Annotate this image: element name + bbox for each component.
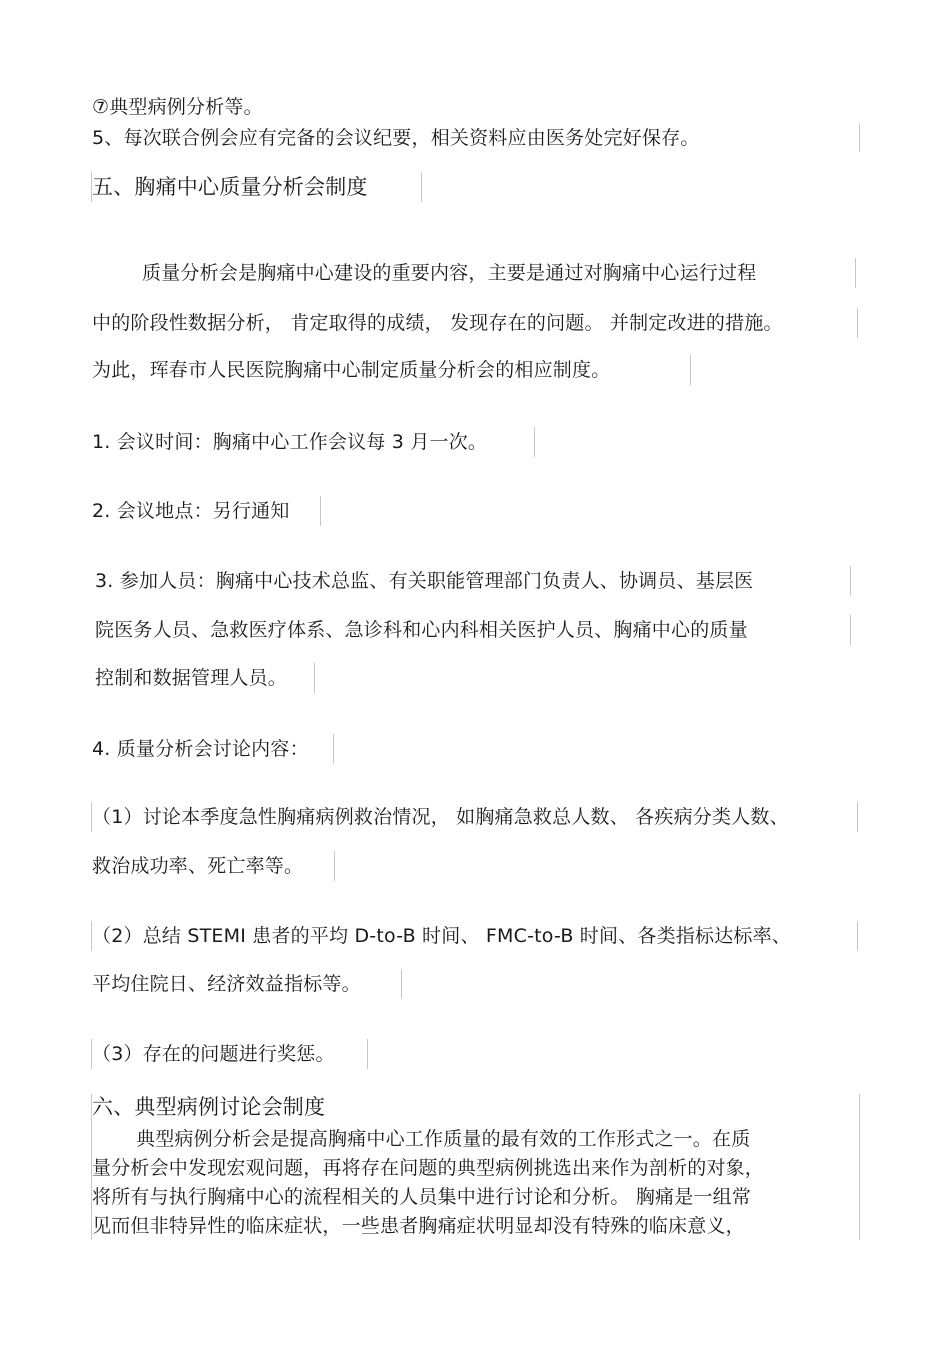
cell-border <box>333 734 334 764</box>
discussion-content-item: 4. 质量分析会讨论内容： <box>92 738 309 760</box>
paragraph-line: 见而但非特异性的临床症状，一些患者胸痛症状明显却没有特殊的临床意义， <box>92 1215 745 1237</box>
cell-border <box>367 1039 368 1069</box>
section-heading-5: 五、胸痛中心质量分析会制度 <box>92 175 368 199</box>
cell-border <box>859 1094 860 1240</box>
cell-border <box>91 1094 92 1240</box>
cell-border <box>857 308 858 338</box>
discussion-sub-item-1: （1）讨论本季度急性胸痛病例救治情况， 如胸痛急救总人数、 各疾病分类人数、 <box>92 806 789 828</box>
cell-border <box>850 615 851 645</box>
cell-border <box>857 802 858 832</box>
paragraph-line: 质量分析会是胸痛中心建设的重要内容，主要是通过对胸痛中心运行过程 <box>142 262 757 284</box>
meeting-time-item: 1. 会议时间：胸痛中心工作会议每 3 月一次。 <box>92 431 488 453</box>
cell-border <box>314 663 315 693</box>
cell-border <box>334 851 335 881</box>
participants-item-cont: 控制和数据管理人员。 <box>95 667 288 689</box>
cell-border <box>91 921 92 951</box>
cell-border <box>401 969 402 999</box>
cell-border <box>859 124 860 152</box>
paragraph-line: 为此，珲春市人民医院胸痛中心制定质量分析会的相应制度。 <box>92 359 611 381</box>
cell-border <box>320 496 321 526</box>
list-item-typical-case: ⑦典型病例分析等。 <box>92 96 263 118</box>
cell-border <box>857 921 858 951</box>
discussion-sub-item-3: （3）存在的问题进行奖惩。 <box>92 1043 335 1065</box>
participants-item: 3. 参加人员：胸痛中心技术总监、有关职能管理部门负责人、协调员、基层医 <box>95 570 754 592</box>
discussion-sub-item-1-cont: 救治成功率、死亡率等。 <box>92 855 304 877</box>
section-heading-6: 六、典型病例讨论会制度 <box>92 1095 326 1119</box>
discussion-sub-item-2-cont: 平均住院日、经济效益指标等。 <box>92 973 361 995</box>
participants-item-cont: 院医务人员、急救医疗体系、急诊科和心内科相关医护人员、胸痛中心的质量 <box>95 619 748 641</box>
paragraph-line: 中的阶段性数据分析， 肯定取得的成绩， 发现存在的问题。 并制定改进的措施。 <box>92 312 783 334</box>
paragraph-line: 典型病例分析会是提高胸痛中心工作质量的最有效的工作形式之一。在质 <box>136 1128 751 1150</box>
cell-border <box>850 566 851 596</box>
cell-border <box>421 172 422 202</box>
cell-border <box>91 802 92 832</box>
paragraph-line: 将所有与执行胸痛中心的流程相关的人员集中进行讨论和分析。 胸痛是一组常 <box>92 1186 752 1208</box>
cell-border <box>91 172 92 202</box>
cell-border <box>91 1039 92 1069</box>
rule-item-5-minutes: 5、每次联合例会应有完备的会议纪要，相关资料应由医务处完好保存。 <box>92 127 700 149</box>
discussion-sub-item-2: （2）总结 STEMI 患者的平均 D-to-B 时间、 FMC-to-B 时间、各类指标达标率、 <box>92 925 792 947</box>
cell-border <box>690 355 691 385</box>
meeting-place-item: 2. 会议地点：另行通知 <box>92 500 290 522</box>
cell-border <box>855 258 856 288</box>
paragraph-line: 量分析会中发现宏观问题，再将存在问题的典型病例挑选出来作为剖析的对象， <box>92 1157 765 1179</box>
cell-border <box>534 427 535 457</box>
